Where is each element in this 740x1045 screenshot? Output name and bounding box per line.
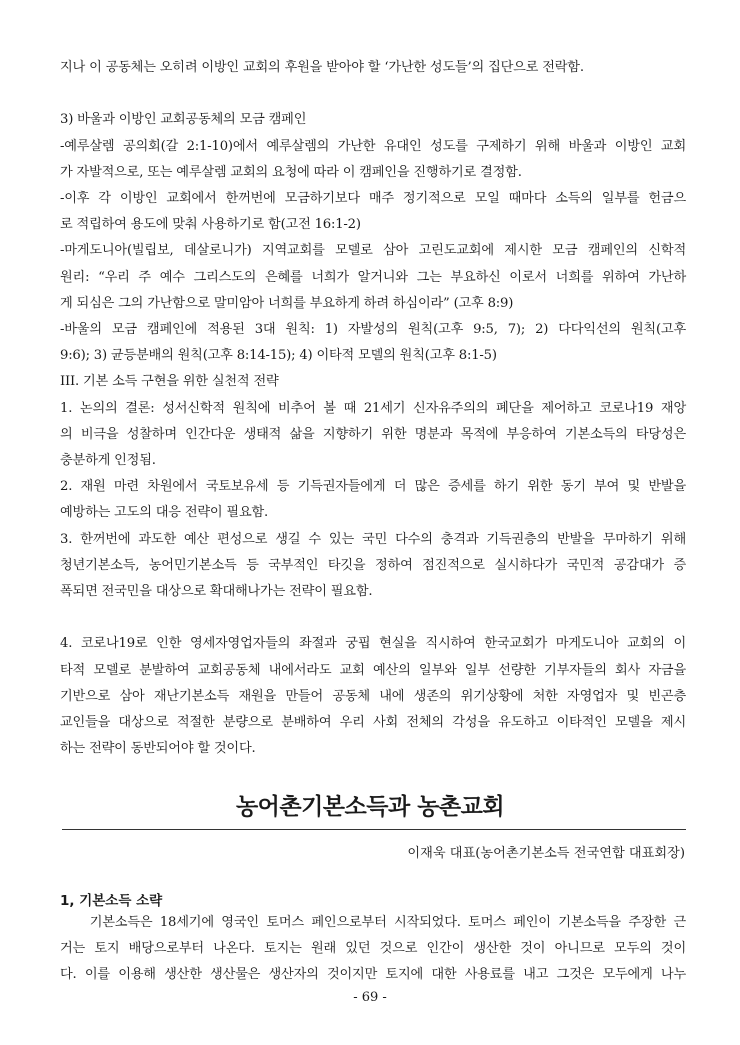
text-line: 기반으로 삼아 재난기본소득 재원을 만들어 공동체 내에 생존의 위기상황에 처한 자영업자 및 빈곤층 — [60, 688, 686, 704]
text-line: 기본소득은 18세기에 영국인 토머스 페인으로부터 시작되었다. 토머스 페인이 기본소득을 주장한 근 — [60, 915, 686, 930]
text-line: 교인들을 대상으로 적절한 분량으로 분배하여 우리 사회 전체의 각성을 유도하고 이타적인 모델을 제시 — [60, 715, 686, 730]
text-line: -예루살렘 공의회(갈 2:1-10)에서 예루살렘의 가난한 유대인 성도를 구제하기 위해 바울과 이방인 교회 — [60, 138, 686, 154]
text-line: 2. 재원 마련 차원에서 국토보유세 등 기득권자들에게 더 많은 증세를 하기 위한 동기 부여 및 반발을 — [60, 479, 686, 495]
text-line: 3) 바울과 이방인 교회공동체의 모금 캠페인 — [60, 112, 307, 128]
text-line: 원리: “우리 주 예수 그리스도의 은혜를 너희가 알거니와 그는 부요하신 이로서 너희를 위하여 가난하 — [60, 269, 686, 285]
text-line: 가 자발적으로, 또는 예루살렘 교회의 요청에 따라 이 캠페인을 진행하기로 결정함. — [60, 164, 522, 180]
text-line: 지나 이 공동체는 오히려 이방인 교회의 후원을 받아야 할 ‘가난한 성도들’의 집단으로 전락함. — [60, 60, 584, 75]
text-line: 거는 토지 배당으로부터 나온다. 토지는 원래 있던 것으로 인간이 생산한 것이 아니므로 모두의 것이 — [60, 941, 686, 957]
text-line: 의 비극을 성찰하며 인간다운 생태적 삶을 지향하기 위한 명분과 목적에 부응하여 기본소득의 타당성은 — [60, 426, 686, 442]
text-line: 하는 전략이 동반되어야 할 것이다. — [60, 741, 256, 757]
title-divider — [62, 829, 686, 830]
text-line: III. 기본 소득 구현을 위한 실천적 전략 — [60, 374, 279, 390]
page-number: - 69 - — [353, 990, 387, 1005]
text-line: 청년기본소득, 농어민기본소득 등 국부적인 타깃을 정하여 점진적으로 실시하다가 국민적 공감대가 증 — [60, 557, 686, 573]
text-line: -이후 각 이방인 교회에서 한꺼번에 모금하기보다 매주 정기적으로 모일 때마다 소득의 일부를 헌금으 — [60, 191, 686, 206]
article-title: 농어촌기본소득과 농촌교회 — [235, 794, 505, 820]
text-line: 게 되심은 그의 가난함으로 말미암아 너희를 부요하게 하려 하심이라” (고후 8:9) — [60, 295, 514, 311]
text-line: 로 적립하여 용도에 맞춰 사용하기로 함(고전 16:1-2) — [60, 217, 361, 233]
text-line: 충분하게 인정됨. — [60, 453, 156, 468]
article-author: 이재욱 대표(농어촌기본소득 전국연합 대표회장) — [407, 846, 685, 861]
text-line: 폭되면 전국민을 대상으로 확대해나가는 전략이 필요함. — [60, 584, 373, 599]
text-line: 타적 모델로 분발하여 교회공동체 내에서라도 교회 예산의 일부와 일부 선량한 기부자들의 회사 자금을 — [60, 662, 686, 678]
section-heading: 1, 기본소득 소략 — [60, 893, 163, 909]
text-line: -바울의 모금 캠페인에 적용된 3대 원칙: 1) 자발성의 원칙(고후 9:5, 7); 2) 다다익선의 원칙(고후 — [60, 322, 686, 337]
text-line: 4. 코로나19로 인한 영세자영업자들의 좌절과 궁핍 현실을 직시하여 한국교회가 마게도니아 교회의 이 — [60, 636, 686, 652]
text-line: 3. 한꺼번에 과도한 예산 편성으로 생길 수 있는 국민 다수의 충격과 기득권층의 반발을 무마하기 위해 — [60, 531, 686, 547]
text-line: 1. 논의의 결론: 성서신학적 원칙에 비추어 볼 때 21세기 신자유주의의 폐단을 제어하고 코로나19 재앙 — [60, 400, 686, 416]
text-line: -마게도니아(빌립보, 데살로니가) 지역교회를 모델로 삼아 고린도교회에 제시한 모금 캠페인의 신학적 — [60, 243, 686, 259]
text-line: 예방하는 고도의 대응 전략이 필요함. — [60, 505, 269, 521]
text-line: 다. 이를 이용해 생산한 생산물은 생산자의 것이지만 토지에 대한 사용료를 내고 그것은 모두에게 나누 — [60, 967, 686, 983]
text-line: 9:6); 3) 균등분배의 원칙(고후 8:14-15); 4) 이타적 모델의 원칙(고후 8:1-5) — [60, 348, 497, 364]
